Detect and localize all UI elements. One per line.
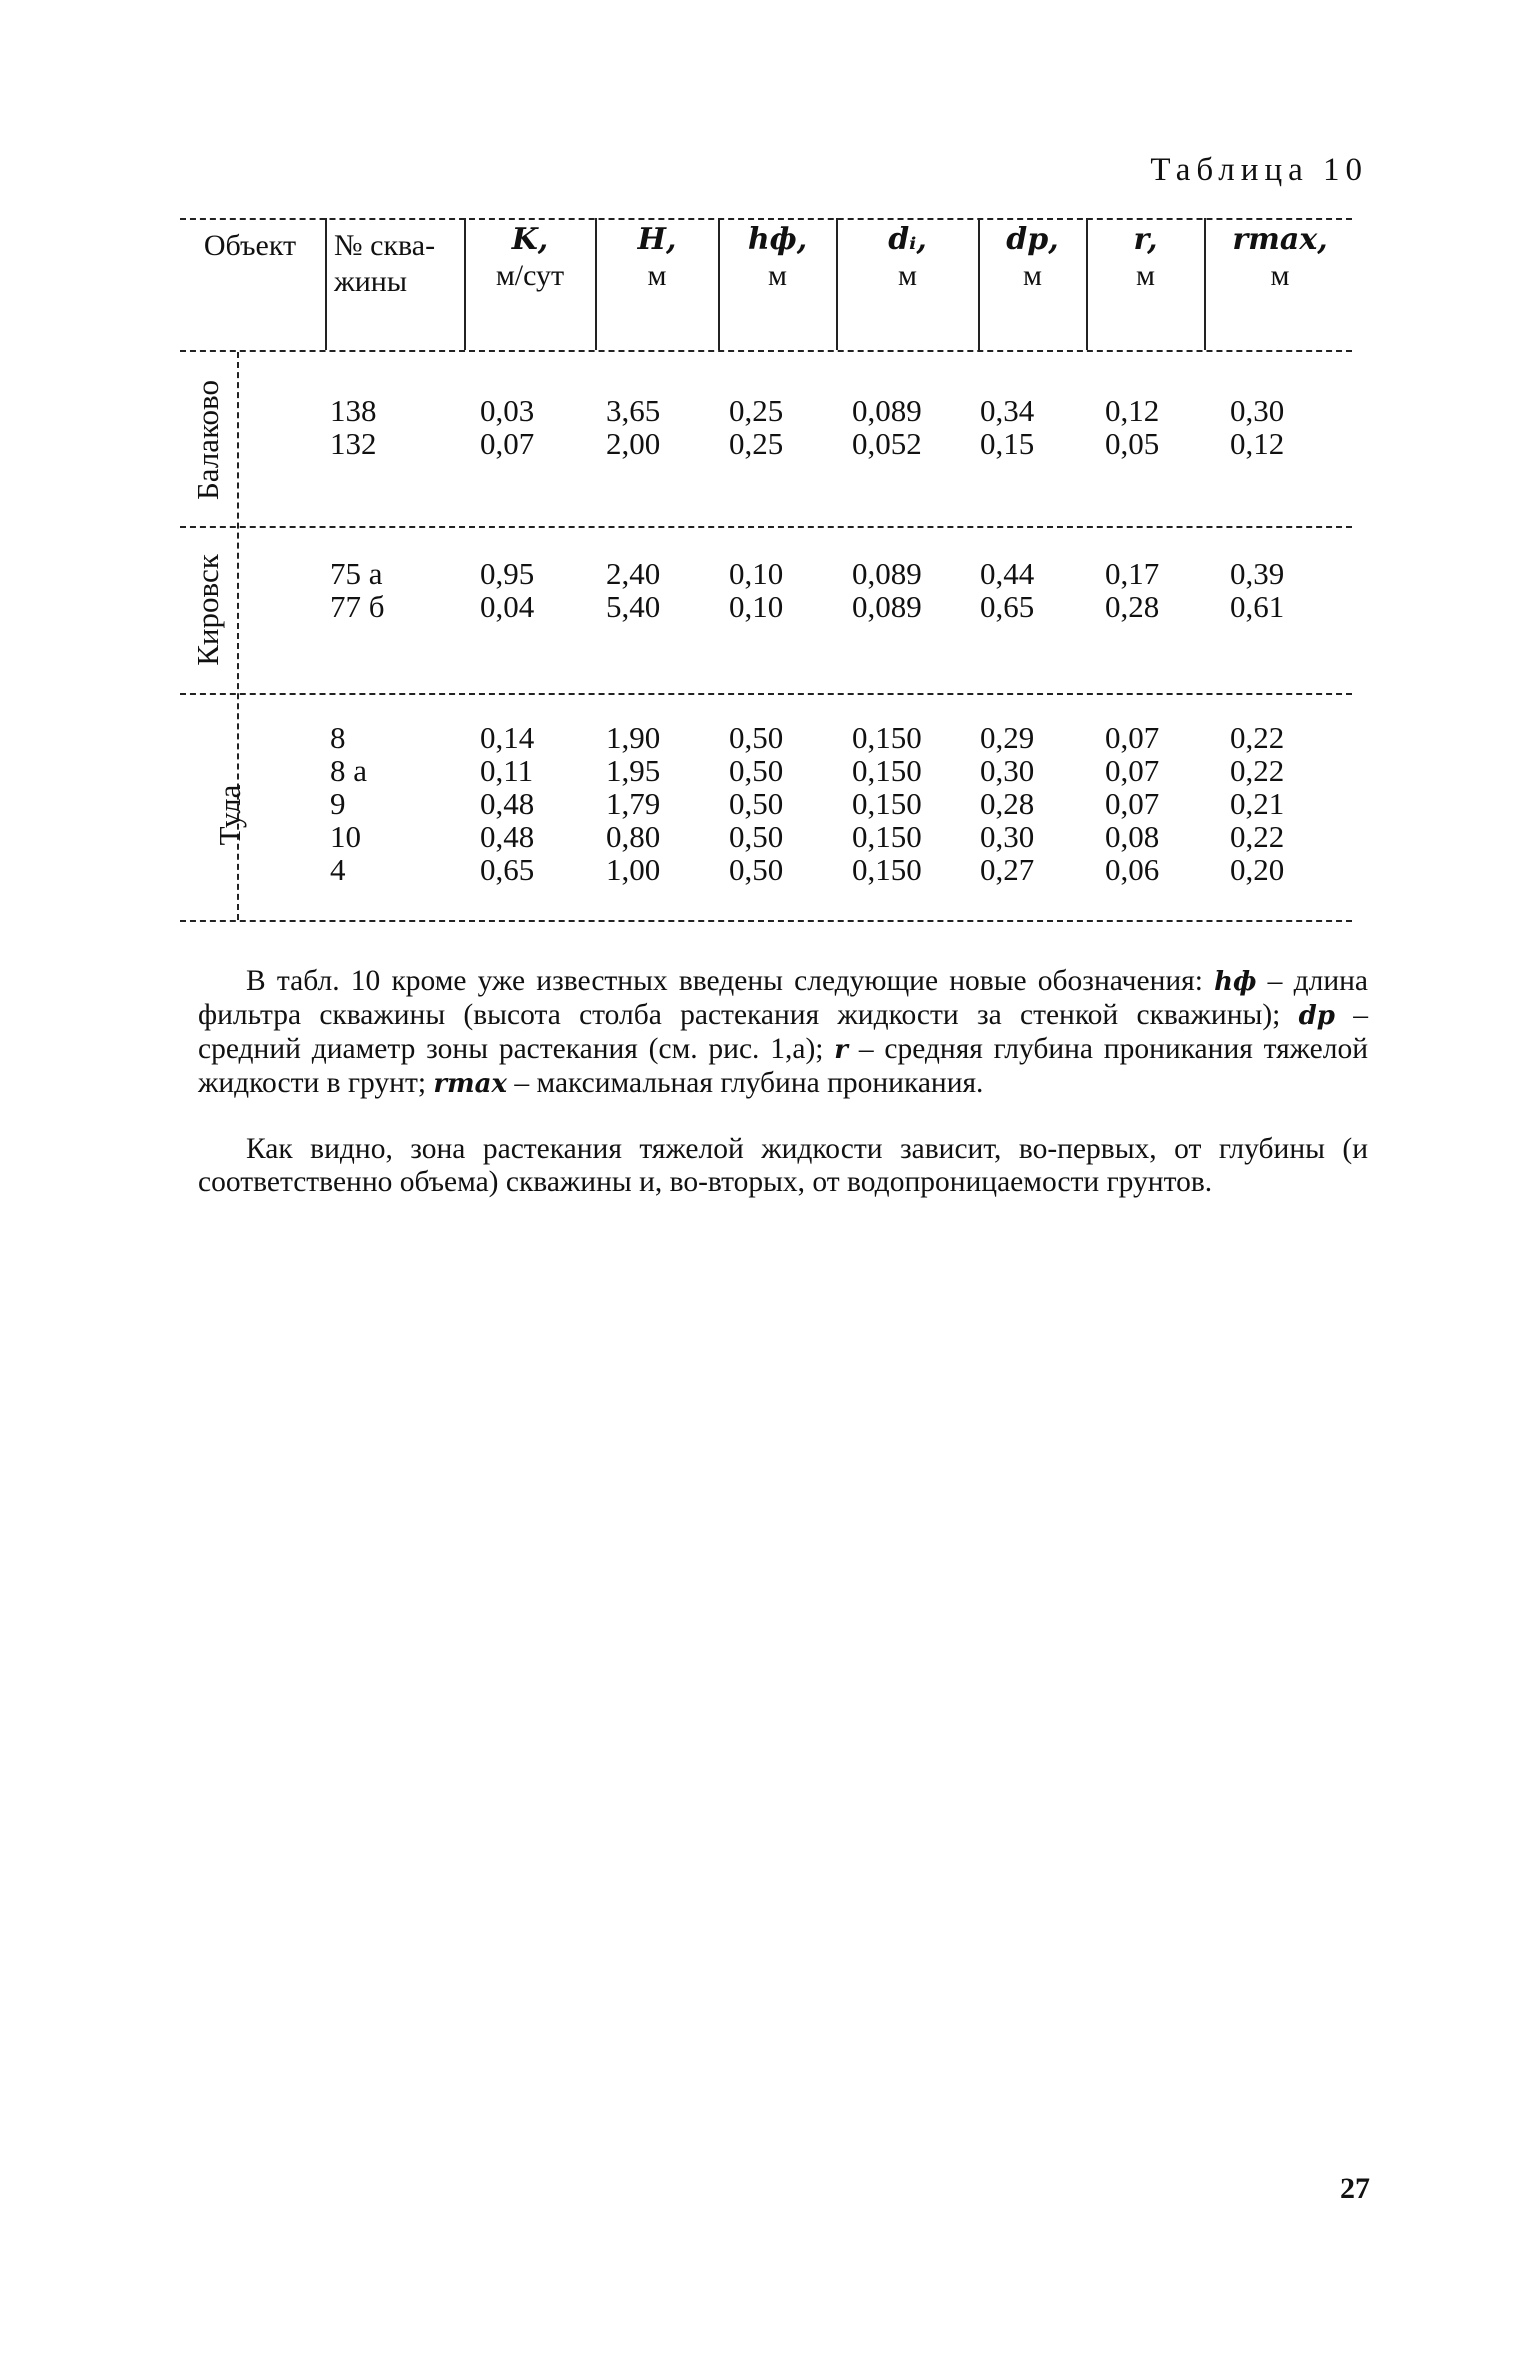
header-d-spread: dр, м bbox=[1006, 222, 1059, 292]
table-cell: 8 а bbox=[330, 753, 368, 788]
table-cell: 0,10 bbox=[729, 589, 784, 624]
header-h-filter: hф, м bbox=[747, 222, 808, 292]
group-label-balakovo: Балаково bbox=[190, 380, 225, 500]
table-cell: 0,150 bbox=[852, 852, 922, 887]
header-d: dᵢ, м bbox=[888, 222, 927, 292]
table-cell: 4 bbox=[330, 852, 346, 887]
table-cell: 0,150 bbox=[852, 819, 922, 854]
page-number: 27 bbox=[1340, 2172, 1370, 2205]
table-cell: 0,39 bbox=[1230, 556, 1285, 591]
table-cell: 0,27 bbox=[980, 852, 1035, 887]
table-cell: 9 bbox=[330, 786, 346, 821]
table-caption: Таблица 10 bbox=[1150, 152, 1368, 188]
group-label-kirovsk: Кировск bbox=[190, 554, 225, 666]
table-cell: 0,50 bbox=[729, 753, 784, 788]
table-cell: 0,12 bbox=[1105, 393, 1160, 428]
table-cell: 0,65 bbox=[980, 589, 1035, 624]
table-cell: 0,50 bbox=[729, 819, 784, 854]
symbol-r-max: rmax bbox=[433, 1069, 507, 1099]
table-cell: 132 bbox=[330, 426, 377, 461]
table-cell: 0,06 bbox=[1105, 852, 1160, 887]
notation-paragraph bbox=[198, 965, 1368, 1101]
table-cell: 1,90 bbox=[606, 720, 661, 755]
table-cell: 77 б bbox=[330, 589, 385, 624]
table-cell: 0,48 bbox=[480, 819, 535, 854]
table-cell: 0,12 bbox=[1230, 426, 1285, 461]
table-cell: 0,150 bbox=[852, 720, 922, 755]
table-cell: 0,07 bbox=[1105, 786, 1160, 821]
table-cell: 0,28 bbox=[980, 786, 1035, 821]
table-cell: 0,07 bbox=[1105, 753, 1160, 788]
table-cell: 0,089 bbox=[852, 589, 922, 624]
group-label-tula: Тула bbox=[212, 784, 247, 846]
table-cell: 0,089 bbox=[852, 556, 922, 591]
table-cell: 0,14 bbox=[480, 720, 535, 755]
header-column-separator bbox=[325, 218, 327, 350]
table-cell: 0,80 bbox=[606, 819, 661, 854]
table-cell: 0,21 bbox=[1230, 786, 1285, 821]
table-cell: 10 bbox=[330, 819, 361, 854]
header-h: H, м bbox=[637, 222, 677, 292]
table-cell: 0,22 bbox=[1230, 819, 1285, 854]
table-cell: 0,50 bbox=[729, 852, 784, 887]
table-cell: 0,20 bbox=[1230, 852, 1285, 887]
table-cell: 0,28 bbox=[1105, 589, 1160, 624]
table-cell: 138 bbox=[330, 393, 377, 428]
table-cell: 1,00 bbox=[606, 852, 661, 887]
table-top-rule bbox=[180, 218, 1352, 220]
table-cell: 0,150 bbox=[852, 753, 922, 788]
header-well-number: № сква-жины bbox=[334, 229, 436, 298]
table-cell: 5,40 bbox=[606, 589, 661, 624]
table-cell: 0,17 bbox=[1105, 556, 1160, 591]
symbol-r: r bbox=[834, 1035, 848, 1065]
group-divider bbox=[180, 693, 1352, 695]
table-cell: 0,10 bbox=[729, 556, 784, 591]
header-k: K, м/сут bbox=[495, 222, 565, 292]
table-cell: 0,07 bbox=[480, 426, 535, 461]
table-cell: 0,50 bbox=[729, 720, 784, 755]
table-cell: 0,50 bbox=[729, 786, 784, 821]
conclusion-paragraph: Как видно, зона растекания тяжелой жидкости зависит, во-первых, от глубины (и соответственно объема) скважины и, во-вторых, от водопроницаемости грунтов. bbox=[198, 1133, 1368, 1198]
table-cell: 0,08 bbox=[1105, 819, 1160, 854]
table-cell: 0,25 bbox=[729, 393, 784, 428]
table-cell: 0,03 bbox=[480, 393, 535, 428]
table-cell: 0,11 bbox=[480, 753, 534, 788]
table-cell: 0,34 bbox=[980, 393, 1035, 428]
paragraph-text: В табл. 10 кроме уже известных введены следующие новые обозначения: bbox=[246, 965, 1203, 997]
table-cell: 0,22 bbox=[1230, 720, 1285, 755]
paragraph-text: – максимальная глубина проникания. bbox=[514, 1067, 984, 1099]
table-cell: 1,79 bbox=[606, 786, 661, 821]
paragraph-text: – длина фильтра скважины (высота столба растекания жидкости за стенкой скважины); bbox=[198, 965, 1369, 1031]
header-r: r, м bbox=[1133, 222, 1158, 292]
table-cell: 0,48 bbox=[480, 786, 535, 821]
table-cell: 75 а bbox=[330, 556, 383, 591]
table-cell: 0,30 bbox=[980, 819, 1035, 854]
table-cell: 2,40 bbox=[606, 556, 661, 591]
table-cell: 0,25 bbox=[729, 426, 784, 461]
header-bottom-rule bbox=[180, 350, 1352, 352]
table-cell: 0,61 bbox=[1230, 589, 1285, 624]
header-object: Объект bbox=[203, 229, 297, 262]
table-cell: 0,04 bbox=[480, 589, 535, 624]
header-r-max: rmax, м bbox=[1232, 222, 1328, 292]
symbol-d-spread: dр bbox=[1298, 1001, 1335, 1031]
table-cell: 0,22 bbox=[1230, 753, 1285, 788]
table-cell: 3,65 bbox=[606, 393, 661, 428]
table-cell: 0,05 bbox=[1105, 426, 1160, 461]
table-cell: 0,95 bbox=[480, 556, 535, 591]
table-cell: 0,30 bbox=[980, 753, 1035, 788]
table-cell: 0,052 bbox=[852, 426, 922, 461]
table-cell: 0,44 bbox=[980, 556, 1035, 591]
table-cell: 2,00 bbox=[606, 426, 661, 461]
table-cell: 0,089 bbox=[852, 393, 922, 428]
table-cell: 0,30 bbox=[1230, 393, 1285, 428]
symbol-h-filter: hф bbox=[1214, 967, 1257, 997]
paragraph-text: – средняя глубина проникания тяжелой жидкости в грунт; bbox=[198, 1033, 1369, 1099]
paragraph-text: – средний диаметр зоны растекания (см. рис. 1,а); bbox=[198, 999, 1369, 1065]
table-cell: 0,65 bbox=[480, 852, 535, 887]
table-cell: 1,95 bbox=[606, 753, 661, 788]
table-cell: 8 bbox=[330, 720, 346, 755]
table-cell: 0,29 bbox=[980, 720, 1035, 755]
table-cell: 0,07 bbox=[1105, 720, 1160, 755]
table-bottom-rule bbox=[180, 920, 1352, 922]
table-cell: 0,150 bbox=[852, 786, 922, 821]
table-cell: 0,15 bbox=[980, 426, 1035, 461]
group-divider bbox=[180, 526, 1352, 528]
